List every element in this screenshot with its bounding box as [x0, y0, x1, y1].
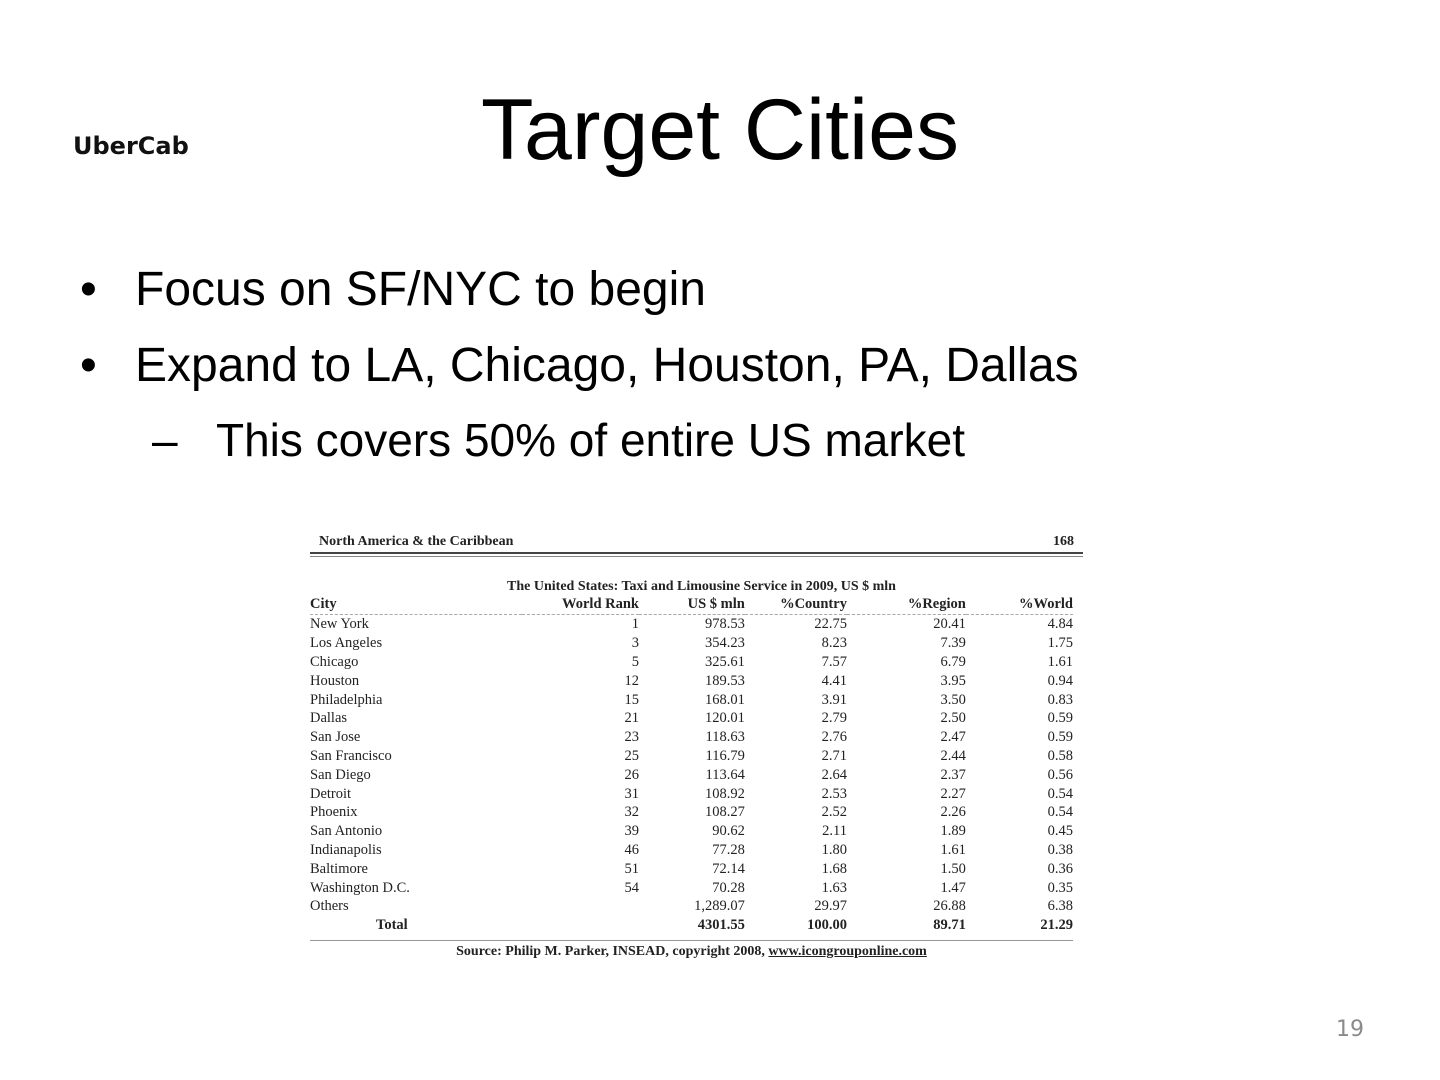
table-cell: 8.23	[821, 635, 847, 652]
source-rule	[310, 940, 1073, 941]
table-cell: 46	[624, 841, 640, 858]
table-cell: 6.79	[940, 653, 966, 670]
table-cell: 39	[624, 823, 640, 840]
table-cell: 25	[624, 747, 640, 764]
table-region-label: North America & the Caribbean	[319, 534, 514, 549]
sub-bullet-symbol: –	[152, 414, 178, 466]
table-cell: Houston	[310, 672, 360, 689]
bullet-text: Expand to LA, Chicago, Houston, PA, Dallas	[135, 339, 1079, 392]
table-row	[310, 709, 1073, 728]
table-row	[310, 728, 1073, 747]
table-cell: 108.27	[704, 804, 745, 821]
table-cell: 23	[624, 729, 640, 746]
table-cell: 0.56	[1047, 766, 1073, 783]
table-cell: New York	[310, 616, 369, 633]
table-row	[310, 822, 1073, 841]
table-cell: 6.38	[1047, 898, 1073, 915]
table-cell: 5	[631, 653, 640, 670]
table-cell: 0.83	[1047, 691, 1073, 708]
table-cell: San Diego	[310, 766, 371, 783]
table-cell: Los Angeles	[310, 635, 383, 652]
table-cell: 4.41	[821, 672, 847, 689]
table-cell: 2.44	[940, 747, 966, 764]
table-row	[310, 653, 1073, 672]
table-cell: San Francisco	[310, 747, 392, 764]
table-cell: Phoenix	[310, 804, 358, 821]
table-cell: Dallas	[310, 710, 348, 727]
table-cell: 2.50	[940, 710, 966, 727]
table-cell: 1.68	[821, 860, 847, 877]
table-cell: 51	[624, 860, 640, 877]
table-cell: 26.88	[933, 898, 966, 915]
table-row	[310, 784, 1073, 803]
table-cell: 978.53	[704, 616, 745, 633]
column-header: %Country	[780, 596, 847, 612]
table-cell: 0.58	[1047, 747, 1073, 764]
table-cell	[522, 897, 639, 916]
table-cell: 3	[631, 635, 640, 652]
table-cell: 2.64	[821, 766, 847, 783]
table-cell: 0.35	[1047, 879, 1073, 896]
table-cell: 0.54	[1047, 785, 1073, 802]
source-link[interactable]: www.icongrouponline.com	[768, 943, 927, 959]
table-cell: Philadelphia	[310, 691, 383, 708]
table-cell: 29.97	[814, 898, 847, 915]
table-cell: 2.26	[940, 804, 966, 821]
bullet-symbol: •	[80, 339, 97, 392]
table-cell: Washington D.C.	[310, 879, 410, 896]
ubercab-logo: UberCab	[73, 132, 189, 160]
table-cell: 1.61	[1047, 653, 1073, 670]
table-cell: 325.61	[704, 653, 745, 670]
table-caption: The United States: Taxi and Limousine Service in 2009, US $ mln	[507, 579, 896, 594]
table-cell: 3.50	[940, 691, 966, 708]
table-cell: 2.47	[940, 729, 966, 746]
table-cell: Detroit	[310, 785, 352, 802]
table-cell: Baltimore	[310, 860, 368, 877]
table-cell: 4.84	[1047, 616, 1073, 633]
table-cell: 1,289.07	[694, 898, 745, 915]
table-cell: 168.01	[704, 691, 745, 708]
table-cell: 7.57	[821, 653, 847, 670]
table-cell: 22.75	[814, 616, 847, 633]
table-cell: 0.54	[1047, 804, 1073, 821]
table-cell: 1.75	[1047, 635, 1073, 652]
table-body	[310, 615, 1073, 935]
table-header-bar	[310, 532, 1083, 552]
column-header: US $ mln	[687, 596, 745, 612]
column-header: City	[310, 596, 337, 612]
table-cell: 1	[631, 616, 640, 633]
table-cell: 116.79	[705, 747, 745, 764]
table-cell: 189.53	[704, 672, 745, 689]
table-row	[310, 878, 1073, 897]
column-header: %World	[1019, 596, 1073, 612]
table-cell: 20.41	[933, 616, 966, 633]
table-cell: Others	[310, 898, 349, 915]
table-row	[310, 747, 1073, 766]
table-cell: San Antonio	[310, 823, 383, 840]
table-cell: 3.91	[821, 691, 847, 708]
table-cell: 0.45	[1047, 823, 1073, 840]
table-cell: 31	[624, 785, 640, 802]
table-cell: 4301.55	[697, 917, 745, 934]
table-cell: 77.28	[712, 841, 745, 858]
table-cell: 0.38	[1047, 841, 1073, 858]
table-row	[310, 897, 1073, 916]
table-cell: Indianapolis	[310, 841, 382, 858]
table-cell: 21.29	[1040, 917, 1073, 934]
table-cell: 2.27	[940, 785, 966, 802]
table-cell: 2.71	[821, 747, 847, 764]
table-cell: 2.11	[822, 823, 847, 840]
table-cell: 32	[624, 804, 640, 821]
table-cell: 1.61	[940, 841, 966, 858]
table-cell: 2.37	[940, 766, 966, 783]
slide-title: Target Cities	[481, 82, 959, 178]
market-table	[310, 595, 1073, 935]
table-cell: 118.63	[705, 729, 745, 746]
table-cell: 0.59	[1047, 729, 1073, 746]
table-cell: 21	[624, 710, 640, 727]
table-cell: 15	[624, 691, 640, 708]
column-header: %Region	[907, 596, 966, 612]
header-rule	[310, 552, 1083, 557]
table-cell: 90.62	[712, 823, 745, 840]
table-source	[310, 944, 1073, 960]
page-number: 19	[1336, 1017, 1364, 1042]
column-header: World Rank	[562, 596, 640, 612]
table-cell: 354.23	[704, 635, 745, 652]
bullet-symbol: •	[80, 263, 97, 316]
table-cell: 108.92	[704, 785, 745, 802]
table-row	[310, 671, 1073, 690]
table-row	[310, 615, 1073, 634]
table-cell: 2.52	[821, 804, 847, 821]
table-cell: 72.14	[712, 860, 745, 877]
table-cell: Total	[376, 917, 408, 934]
table-page-label: 168	[1053, 534, 1074, 549]
table-cell: 7.39	[940, 635, 966, 652]
table-row	[310, 765, 1073, 784]
table-row	[310, 859, 1073, 878]
table-cell: 113.64	[705, 766, 745, 783]
table-cell: 0.36	[1047, 860, 1073, 877]
table-cell: 3.95	[940, 672, 966, 689]
table-row	[310, 690, 1073, 709]
table-row	[310, 634, 1073, 653]
table-cell: 0.59	[1047, 710, 1073, 727]
table-cell: 1.89	[940, 823, 966, 840]
table-cell: 2.76	[821, 729, 847, 746]
table-cell: 2.53	[821, 785, 847, 802]
table-cell: 1.80	[821, 841, 847, 858]
table-cell: 12	[624, 672, 640, 689]
table-cell: 2.79	[821, 710, 847, 727]
table-cell: 100.00	[807, 917, 847, 934]
table-total-row	[310, 916, 1073, 935]
table-cell: 1.50	[940, 860, 966, 877]
market-table-image	[310, 532, 1083, 960]
table-cell: 54	[624, 879, 640, 896]
table-header-row	[310, 595, 1073, 615]
bullet-text: Focus on SF/NYC to begin	[135, 263, 706, 316]
source-text: Source: Philip M. Parker, INSEAD, copyright 2008,	[456, 943, 769, 959]
table-cell	[522, 916, 639, 935]
sub-bullet-text: This covers 50% of entire US market	[216, 414, 966, 466]
table-cell: Chicago	[310, 653, 359, 670]
table-cell: 89.71	[933, 917, 966, 934]
table-cell: 0.94	[1047, 672, 1073, 689]
table-row	[310, 803, 1073, 822]
table-cell: San Jose	[310, 729, 361, 746]
table-cell: 1.63	[821, 879, 847, 896]
table-cell: 120.01	[704, 710, 745, 727]
table-cell: 26	[624, 766, 640, 783]
table-cell: 70.28	[712, 879, 745, 896]
table-cell: 1.47	[940, 879, 966, 896]
table-row	[310, 841, 1073, 860]
